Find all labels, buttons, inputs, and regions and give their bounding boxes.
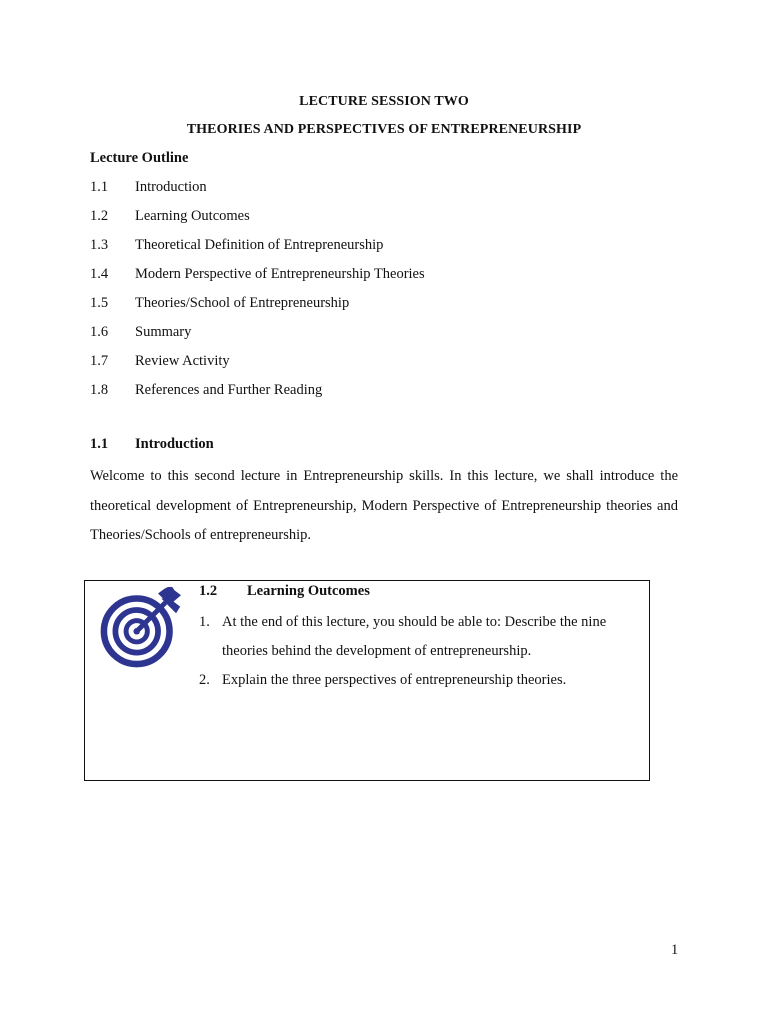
outline-item <box>90 292 425 321</box>
list-item <box>199 608 639 666</box>
introduction-paragraph: Welcome to this second lecture in Entrepreneurship skills. In this lecture, we shall introduce the theoretical development of Entrepreneurship, Modern Perspective of Entrepreneurship theories and Theories/Schools of entrepreneurship. <box>90 468 678 543</box>
outline-item-label: References and Further Reading <box>135 382 323 398</box>
outline-item-label: Introduction <box>135 179 207 195</box>
outline-item-number: 1.7 <box>90 353 109 369</box>
learning-outcomes-heading <box>199 583 370 600</box>
outline-item-label: Theories/School of Entrepreneurship <box>135 295 350 311</box>
target-icon <box>99 587 181 669</box>
learning-outcomes-list <box>199 608 639 695</box>
lecture-subtitle: THEORIES AND PERSPECTIVES OF ENTREPRENEURSHIP <box>186 122 582 137</box>
outline-item-label: Learning Outcomes <box>135 208 250 224</box>
outline-item <box>90 350 425 379</box>
outline-item <box>90 379 425 408</box>
outline-item-label: Review Activity <box>135 353 230 369</box>
section-number: 1.2 <box>199 583 218 599</box>
list-item-text: Explain the three perspectives of entrepreneurship theories. <box>222 672 567 688</box>
outline-item-number: 1.2 <box>90 208 109 224</box>
list-item <box>199 666 639 695</box>
outline-item-number: 1.3 <box>90 237 109 253</box>
outline-item-number: 1.1 <box>90 179 109 195</box>
section-number: 1.1 <box>90 436 109 452</box>
learning-outcomes-box <box>84 580 650 781</box>
introduction-heading <box>90 436 214 453</box>
lecture-title: LECTURE SESSION TWO <box>299 94 469 109</box>
outline-item <box>90 234 425 263</box>
section-title: Introduction <box>135 436 214 452</box>
outline-item-number: 1.5 <box>90 295 109 311</box>
outline-item-number: 1.8 <box>90 382 109 398</box>
list-item-text: At the end of this lecture, you should be able to: Describe the nine theories behind the development of entrepreneurship. <box>222 614 607 659</box>
outline-list <box>90 176 425 408</box>
outline-heading: Lecture Outline <box>90 150 189 166</box>
outline-item <box>90 321 425 350</box>
outline-item <box>90 205 425 234</box>
outline-item-number: 1.6 <box>90 324 109 340</box>
outline-item-number: 1.4 <box>90 266 109 282</box>
page-number: 1 <box>671 942 679 958</box>
outline-item-label: Modern Perspective of Entrepreneurship Theories <box>135 266 425 282</box>
section-title: Learning Outcomes <box>247 583 370 599</box>
outline-item <box>90 263 425 292</box>
outline-item <box>90 176 425 205</box>
outline-item-label: Summary <box>135 324 192 340</box>
list-marker: 2. <box>199 672 210 688</box>
outline-item-label: Theoretical Definition of Entrepreneurship <box>135 237 384 253</box>
list-marker: 1. <box>199 614 210 630</box>
